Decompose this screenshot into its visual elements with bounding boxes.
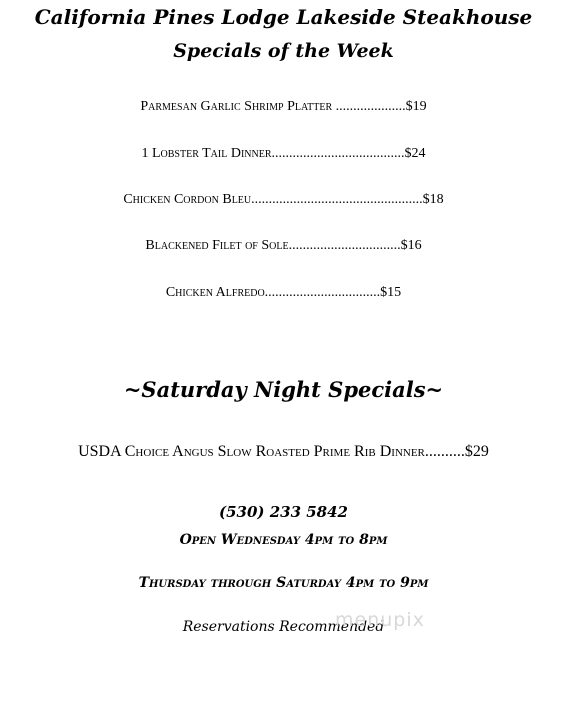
menu-item-leader: ................................ bbox=[288, 238, 401, 253]
menu-item bbox=[0, 192, 567, 208]
saturday-menu-item bbox=[0, 443, 567, 461]
menu-item-leader: ................................. bbox=[264, 285, 381, 300]
restaurant-name: California Pines Lodge Lakeside Steakhouse bbox=[34, 5, 533, 29]
phone-number: (530) 233 5842 bbox=[218, 503, 348, 521]
menu-item bbox=[0, 285, 567, 301]
menu-item-price: $29 bbox=[464, 443, 489, 460]
saturday-specials-title: ~Saturday Night Specials~ bbox=[123, 377, 444, 402]
menu-item-name: Parmesan Garlic Shrimp Platter bbox=[140, 99, 336, 114]
menu-item-price: $19 bbox=[405, 99, 427, 114]
menu-item-leader: .................... bbox=[335, 99, 406, 114]
hours-thursday-saturday: Thursday through Saturday 4pm to 9pm bbox=[138, 575, 429, 591]
menu-item bbox=[0, 146, 567, 162]
menu-item bbox=[0, 99, 567, 115]
menu-item-name: Chicken Cordon Bleu bbox=[123, 192, 252, 207]
menu-item-name: Chicken Alfredo bbox=[165, 285, 265, 300]
menu-item-name: USDA Choice Angus Slow Roasted Prime Rib Dinner bbox=[78, 443, 425, 460]
menu-item bbox=[0, 238, 567, 254]
menu-item-name: 1 Lobster Tail Dinner bbox=[141, 146, 272, 161]
menu-item-price: $15 bbox=[380, 285, 402, 300]
specials-title: Specials of the Week bbox=[173, 40, 394, 62]
menu-item-leader: .......... bbox=[424, 443, 465, 460]
reservations-note: Reservations Recommended bbox=[182, 619, 385, 635]
menu-item-leader: ................................................. bbox=[251, 192, 423, 207]
menu-item-leader: ...................................... bbox=[271, 146, 405, 161]
menu-item-price: $18 bbox=[422, 192, 444, 207]
watermark: menupix bbox=[335, 609, 425, 631]
hours-wednesday: Open Wednesday 4pm to 8pm bbox=[179, 532, 388, 548]
menu-item-price: $24 bbox=[404, 146, 426, 161]
menu-item-name: Blackened Filet of Sole bbox=[145, 238, 289, 253]
menu-item-price: $16 bbox=[400, 238, 422, 253]
